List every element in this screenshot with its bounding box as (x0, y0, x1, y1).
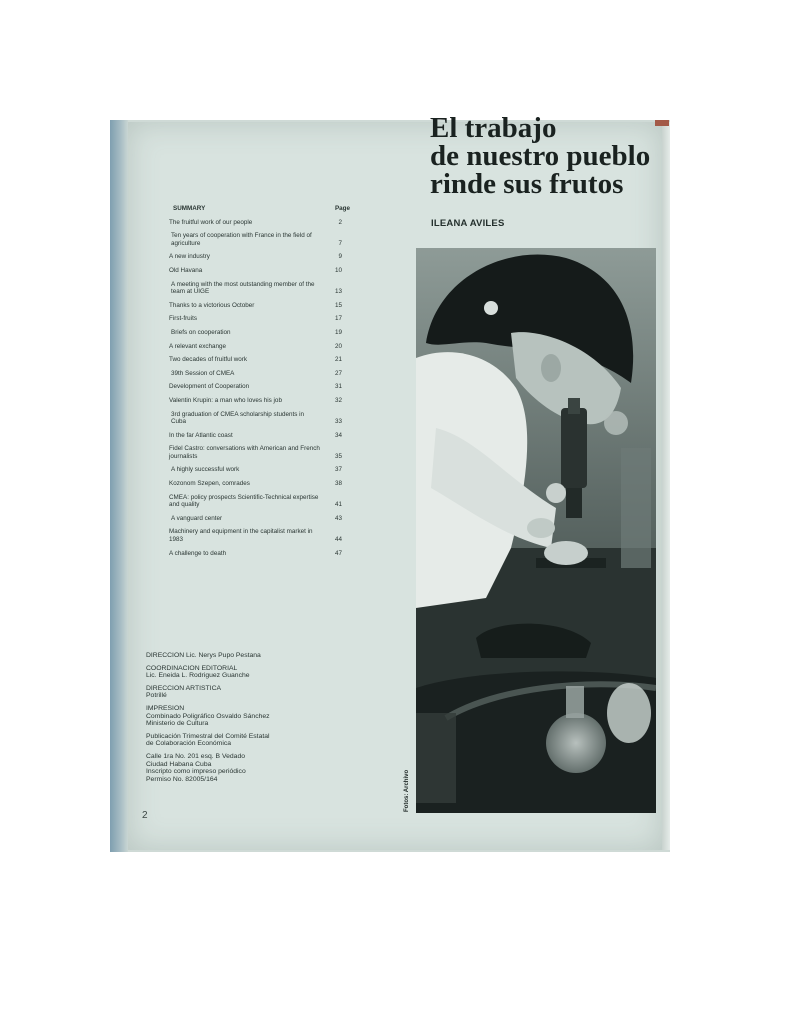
summary-item-page: 41 (334, 501, 342, 509)
credit-line: Ciudad Habana Cuba (146, 760, 212, 768)
summary-item-page: 2 (338, 218, 342, 226)
credit-entry (146, 733, 336, 748)
summary-row (155, 219, 350, 227)
summary-item-page: 21 (334, 356, 342, 364)
summary-item-title: CMEA: policy prospects Scientific-Technical expertise and quality (169, 493, 319, 509)
summary-row (155, 466, 350, 474)
summary-row (155, 411, 350, 426)
summary-item-title: Development of Cooperation (169, 383, 250, 391)
credit-line: Publicación Trimestral del Comité Estatal (146, 732, 270, 740)
summary-item-page: 47 (334, 549, 342, 557)
summary-row (155, 515, 350, 523)
page-edge (662, 122, 670, 850)
summary-item-page: 9 (338, 253, 342, 261)
summary-row (155, 232, 350, 247)
summary-item-title: Thanks to a victorious October (169, 301, 255, 309)
credit-entry (146, 665, 336, 680)
summary-item-page: 15 (334, 301, 342, 309)
summary-item-page: 44 (334, 536, 342, 544)
summary-item-page: 20 (334, 342, 342, 350)
credit-line: Calle 1ra No. 201 esq. B Vedado (146, 752, 245, 760)
summary-item-title: Briefs on cooperation (171, 328, 231, 336)
credit-line: Lic. Eneida L. Rodriguez Guanche (146, 672, 250, 680)
summary-item-title: A relevant exchange (169, 342, 227, 350)
credit-line: COORDINACION EDITORIAL (146, 664, 238, 672)
summary-row (155, 550, 350, 558)
summary-item-page: 35 (334, 452, 342, 460)
summary-item-page: 7 (338, 239, 342, 247)
summary-row (155, 370, 350, 378)
summary-item-title: 39th Session of CMEA (171, 369, 235, 377)
summary-row (155, 281, 350, 296)
summary-item-title: Fidel Castro: conversations with American and French journalists (169, 445, 320, 460)
summary-item-title: First-fruits (169, 315, 197, 323)
summary-item-page: 37 (334, 466, 342, 474)
summary-row (155, 432, 350, 440)
summary-row (155, 329, 350, 337)
summary-item-title: Kozonom Szepen, comrades (169, 480, 250, 488)
article-author: ILEANA AVILES (431, 218, 505, 229)
summary-item-page: 31 (334, 383, 342, 391)
credit-line: DIRECCION ARTISTICA (146, 684, 222, 692)
article-headline (430, 114, 670, 198)
summary-row (155, 528, 350, 543)
credit-entry (146, 705, 336, 728)
summary-row (155, 302, 350, 310)
summary-item-title: A new industry (169, 253, 210, 261)
summary-row (155, 315, 350, 323)
summary-row (155, 383, 350, 391)
credit-line: Potrillé (146, 692, 167, 700)
credit-entry (146, 753, 336, 783)
credit-line: de Colaboración Económica (146, 740, 232, 748)
credits-block (146, 652, 336, 788)
summary-item-page: 38 (334, 480, 342, 488)
summary-item-page: 43 (334, 514, 342, 522)
summary-item-title: Valentin Krupin: a man who loves his job (169, 396, 282, 404)
summary-item-page: 32 (334, 396, 342, 404)
credit-line: Permiso No. 82005/164 (146, 775, 218, 783)
summary-item-title: A challenge to death (169, 549, 227, 557)
summary-item-page: 33 (334, 418, 342, 426)
summary-header (155, 205, 350, 213)
summary-row (155, 445, 350, 460)
summary-row (155, 267, 350, 275)
page-column-heading: Page (334, 205, 350, 212)
summary-row (155, 253, 350, 261)
headline-line-2: de nuestro pueblo (430, 140, 651, 172)
summary-item-title: A vanguard center (171, 514, 223, 522)
summary-item-title: Two decades of fruitful work (169, 356, 248, 364)
summary-row (155, 397, 350, 405)
summary-item-page: 27 (334, 369, 342, 377)
summary-item-title: 3rd graduation of CMEA scholarship students in Cuba (171, 410, 305, 426)
summary-row (155, 480, 350, 488)
page-number: 2 (142, 810, 148, 821)
summary-item-title: A highly successful work (171, 466, 240, 474)
summary-row (155, 343, 350, 351)
credit-entry (146, 652, 336, 660)
summary-item-title: Machinery and equipment in the capitalist market in 1983 (169, 528, 313, 544)
summary-table (155, 205, 350, 563)
credit-entry (146, 685, 336, 700)
headline-line-1: El trabajo (430, 114, 557, 144)
headline-line-3: rinde sus frutos (430, 168, 624, 198)
summary-item-title: The fruitful work of our people (169, 218, 253, 226)
summary-item-page: 34 (334, 431, 342, 439)
lab-photograph (416, 248, 656, 813)
summary-row (155, 494, 350, 509)
credit-line: Combinado Poligráfico Osvaldo Sánchez (146, 712, 270, 720)
summary-list (155, 219, 350, 558)
summary-heading: SUMMARY (173, 205, 206, 212)
credit-line: Inscripto como impreso periódico (146, 768, 246, 776)
summary-item-page: 13 (334, 288, 342, 296)
summary-item-title: Ten years of cooperation with France in the field of agriculture (171, 232, 312, 247)
credit-line: IMPRESION (146, 704, 185, 712)
summary-item-page: 19 (334, 328, 342, 336)
summary-item-page: 17 (334, 315, 342, 323)
summary-row (155, 356, 350, 364)
credit-line: DIRECCION Lic. Nerys Pupo Pestana (146, 652, 261, 659)
summary-item-page: 10 (334, 266, 342, 274)
summary-item-title: A meeting with the most outstanding member of the team at UIGE (171, 280, 315, 296)
photo-credit: Fotos: Archivo (404, 769, 410, 812)
magazine-spine (110, 120, 128, 852)
summary-item-title: In the far Atlantic coast (169, 431, 233, 439)
credit-line: Ministerio de Cultura (146, 720, 209, 728)
summary-item-title: Old Havana (169, 266, 203, 274)
